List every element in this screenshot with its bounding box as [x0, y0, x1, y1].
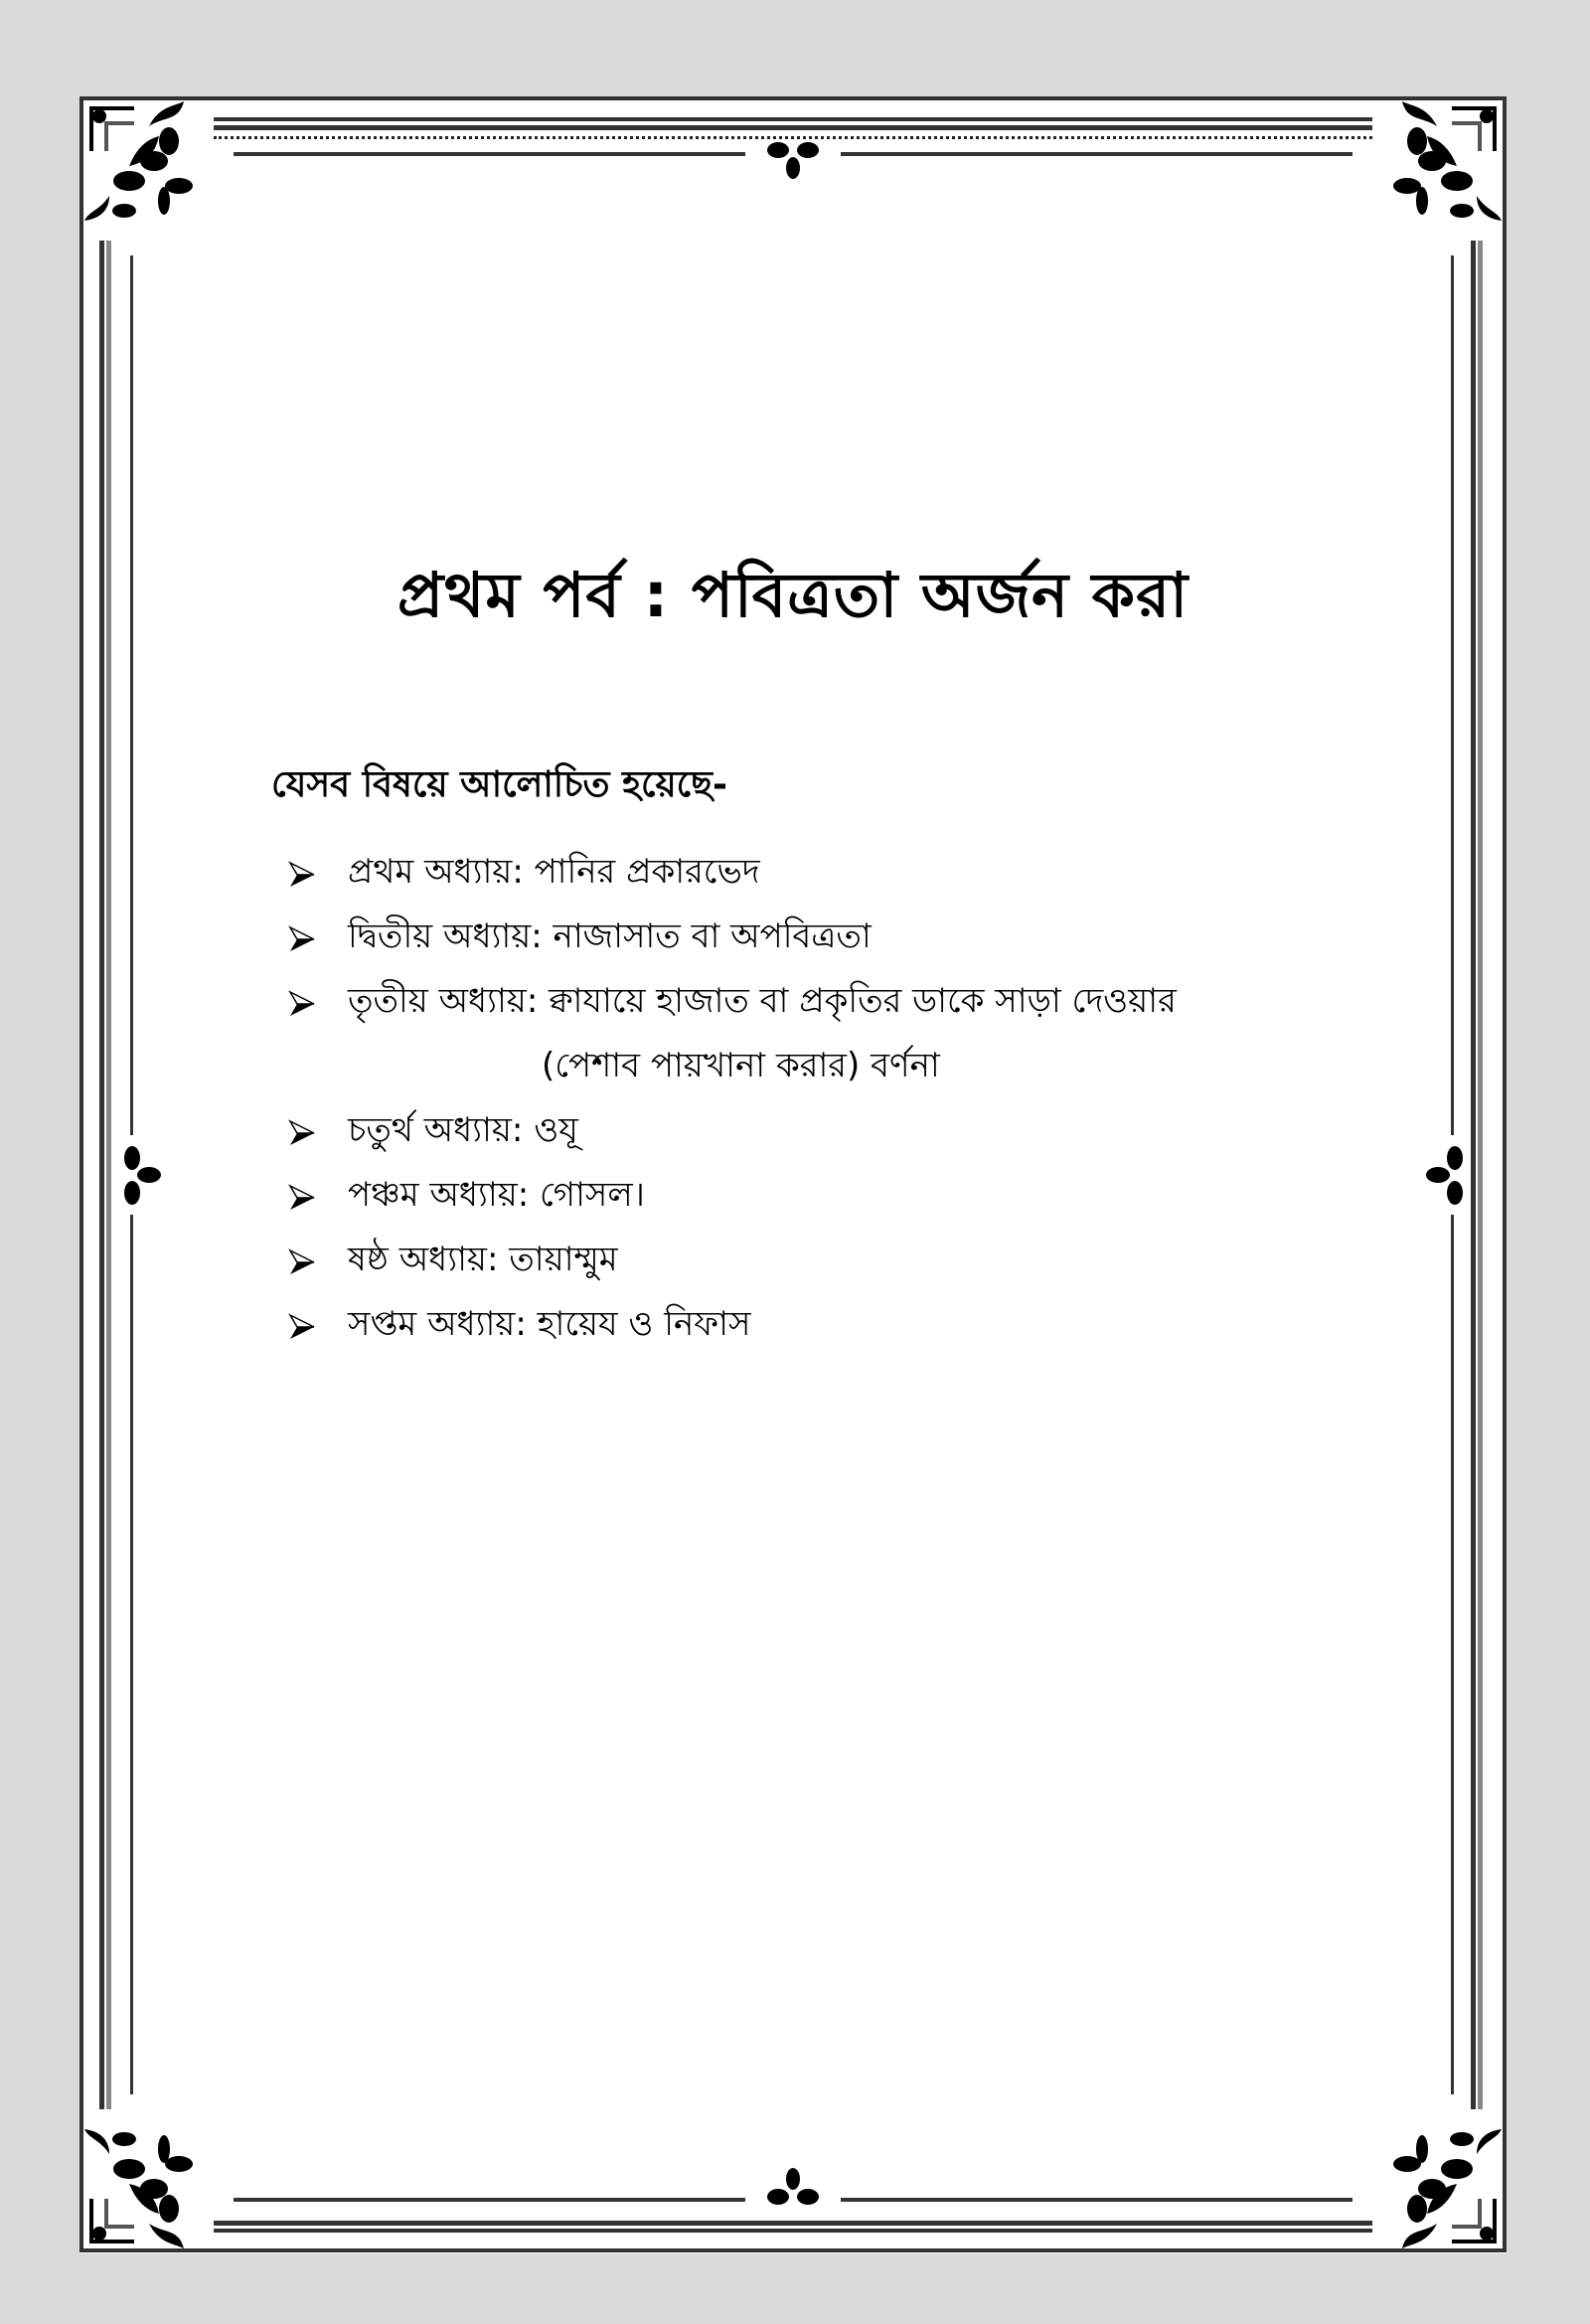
trefoil-icon	[763, 138, 823, 183]
floral-corner-icon	[70, 2114, 219, 2263]
chapter-label: দ্বিতীয় অধ্যায়: নাজাসাত বা অপবিত্রতা	[348, 916, 872, 956]
document-page	[80, 96, 1507, 2253]
trefoil-icon	[119, 1143, 164, 1208]
chapter-label: ষষ্ঠ অধ্যায়: তায়াম্মুম	[348, 1240, 618, 1279]
list-item	[288, 1230, 1177, 1294]
list-item	[288, 1294, 1177, 1359]
border-left-inner-bottom	[130, 1215, 133, 2094]
border-right-outer	[1503, 96, 1507, 2252]
floral-corner-icon	[1367, 86, 1516, 236]
arrowhead-bullet-icon	[288, 925, 348, 953]
border-top-double-2	[214, 125, 1372, 130]
border-left-double-1	[99, 241, 104, 2109]
list-item	[288, 842, 1177, 907]
trefoil-icon	[1423, 1143, 1468, 1208]
floral-corner-icon	[70, 86, 219, 236]
border-right-double-1	[1471, 241, 1476, 2109]
trefoil-icon	[763, 2164, 823, 2209]
arrowhead-bullet-icon	[288, 990, 348, 1018]
border-right-double-2	[1478, 241, 1483, 2109]
arrowhead-bullet-icon	[288, 861, 348, 889]
border-bottom-double-2	[214, 2229, 1372, 2233]
arrowhead-bullet-icon	[288, 1313, 348, 1341]
arrowhead-bullet-icon	[288, 1119, 348, 1147]
border-top-inner-left	[234, 152, 745, 156]
section-subheading: যেসব বিষয়ে আলোচিত হয়েছে-	[271, 764, 727, 805]
border-top-double-1	[214, 117, 1372, 121]
arrowhead-bullet-icon	[288, 1248, 348, 1276]
border-left-outer	[80, 96, 83, 2252]
border-bottom-inner-right	[841, 2198, 1352, 2202]
border-right-inner-top	[1451, 255, 1454, 1135]
border-right-inner-bottom	[1451, 1215, 1454, 2094]
list-item	[288, 971, 1177, 1036]
list-item	[288, 1165, 1177, 1230]
arrowhead-bullet-icon	[288, 1184, 348, 1212]
border-left-double-2	[106, 241, 111, 2109]
border-top-inner-right	[841, 152, 1352, 156]
chapter-label: সপ্তম অধ্যায়: হায়েয ও নিফাস	[348, 1304, 751, 1344]
floral-corner-icon	[1367, 2114, 1516, 2263]
chapter-label: পঞ্চম অধ্যায়: গোসল।	[348, 1175, 645, 1215]
page-title: প্রথম পর্ব : পবিত্রতা অর্জন করা	[397, 559, 1190, 631]
border-top-outer	[80, 96, 1507, 100]
chapter-list	[288, 842, 1177, 1359]
chapter-label: চতুর্থ অধ্যায়: ওযূ	[348, 1110, 578, 1150]
border-bottom-inner-left	[234, 2198, 745, 2202]
chapter-label-continuation: (পেশাব পায়খানা করার) বর্ণনা	[542, 1046, 940, 1085]
list-item	[288, 1100, 1177, 1165]
list-item	[288, 907, 1177, 971]
chapter-label: তৃতীয় অধ্যায়: ক্বাযায়ে হাজাত বা প্রকৃতির ডাকে সাড়া দেওয়ার	[348, 981, 1177, 1021]
border-left-inner-top	[130, 255, 133, 1135]
chapter-label: প্রথম অধ্যায়: পানির প্রকারভেদ	[348, 852, 760, 892]
border-bottom-outer	[80, 2248, 1507, 2252]
border-bottom-double-1	[214, 2221, 1372, 2226]
